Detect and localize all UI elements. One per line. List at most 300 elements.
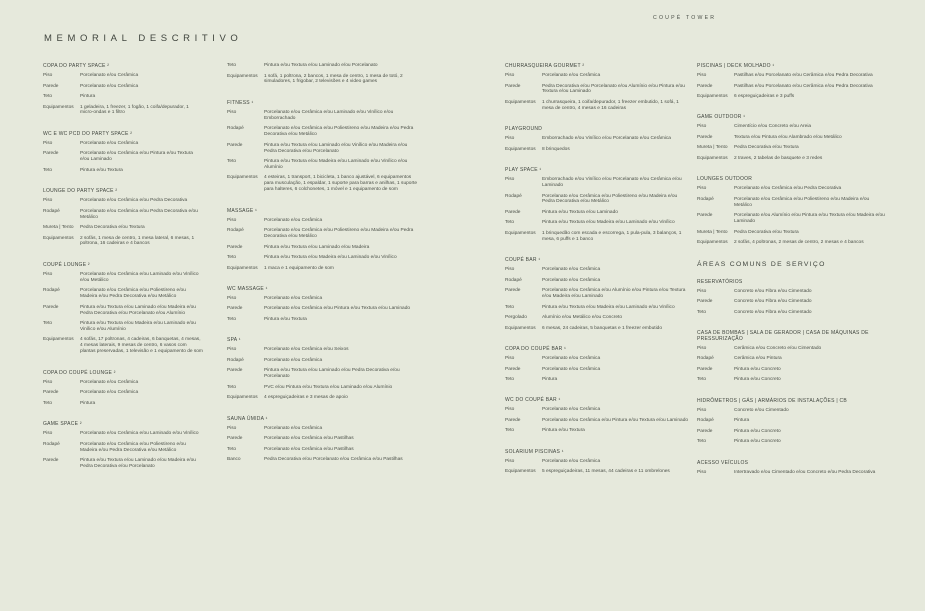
spec-value: 1 brinquedão com escada e escorrega, 1 pula-pula, 3 balanços, 1 mesa, 6 puffs e 1 banco <box>542 230 682 242</box>
spec-row <box>227 110 419 122</box>
spec-row <box>43 321 203 333</box>
spec-row <box>227 395 419 401</box>
spec-row <box>505 469 690 475</box>
spec-value: 2 sofás, 4 poltronas, 2 mesas de centro, 2 mesas e 4 bancos <box>734 240 864 246</box>
spec-label: Parede <box>505 209 521 215</box>
spec-value: Pintura <box>542 377 558 383</box>
spec-label: Piso <box>697 345 707 351</box>
spec-label: Mureta | Tento <box>697 145 728 151</box>
spec-label: Piso <box>697 73 707 78</box>
spec-label: Parede <box>43 304 59 310</box>
spec-row <box>697 356 887 362</box>
spec-label: Piso <box>43 431 53 437</box>
spec-section <box>227 63 419 85</box>
section-title: COPA DO PARTY SPACE ² <box>43 63 110 69</box>
spec-value: Porcelanato e/ou Cerâmica <box>264 217 323 223</box>
spec-row <box>43 458 203 470</box>
spec-label: Parede <box>697 213 713 219</box>
spec-row <box>505 84 690 96</box>
spec-row <box>505 326 690 332</box>
spec-label: Equipamentos <box>697 94 728 99</box>
spec-row <box>697 418 887 424</box>
spec-label: Equipamentos <box>505 230 536 236</box>
spec-row <box>43 151 203 163</box>
spec-label: Rodapé <box>697 418 714 424</box>
spec-label: Parede <box>697 134 713 140</box>
spec-row <box>505 194 690 206</box>
spec-label: Piso <box>697 124 707 130</box>
spec-value: Porcelanato e/ou Cerâmica e/ou Laminado e/ou Vinílico e/ou Metálico <box>80 271 199 283</box>
spec-row <box>697 367 887 373</box>
spec-value: Porcelanato e/ou Cerâmica <box>80 140 139 146</box>
spec-label: Piso <box>43 198 53 204</box>
spec-value: Porcelanato e/ou Cerâmica <box>542 366 601 372</box>
section-title: MASSAGE ¹ <box>227 207 258 214</box>
spec-value: 2 traves, 2 tabelas de basquete e 3 redes <box>734 155 823 161</box>
spec-label: Pergolado <box>505 315 527 321</box>
spec-row <box>697 377 887 383</box>
spec-label: Rodapé <box>227 126 244 132</box>
spec-label: Rodapé <box>227 357 244 363</box>
spec-row <box>505 177 690 189</box>
spec-label: Piso <box>697 288 707 294</box>
spec-label: Equipamentos <box>227 265 258 271</box>
brand-header: COUPÉ TOWER <box>653 15 717 21</box>
spec-label: Rodapé <box>505 193 522 199</box>
spec-row <box>227 296 419 302</box>
spec-row <box>227 426 419 432</box>
spec-section <box>505 63 690 112</box>
spec-value: 6 espreguiçadeiras e 3 puffs <box>734 94 795 99</box>
spec-row <box>227 218 419 224</box>
spec-row <box>697 124 887 130</box>
spec-value: Pastilhas e/ou Porcelanato e/ou Cerâmica e/ou Pedra Decorativa <box>734 73 873 78</box>
spec-value: Pintura e/ou Textura <box>80 167 123 173</box>
spec-row <box>43 84 203 90</box>
spec-label: Equipamentos <box>43 104 74 110</box>
spec-row <box>697 186 887 192</box>
spec-row <box>227 457 419 463</box>
section-title: COPA DO COUPÉ LOUNGE ² <box>43 369 116 376</box>
spec-value: Porcelanato e/ou Cerâmica <box>80 83 139 89</box>
spec-value: Pintura e/ou Textura e/ou Laminado e/ou Madeira <box>264 244 370 250</box>
spec-value: Pastilhas e/ou Porcelanato e/ou Cerâmica e/ou Pedra Decorativa <box>734 83 873 89</box>
spec-row <box>43 105 203 117</box>
spec-label: Teto <box>227 63 237 68</box>
spec-value: 1 sofá, 1 poltrona, 2 bancos, 1 mesa de centro, 1 mesa de totó, 2 simuladores, 1 frigobar, 2 televisões e 4 video games <box>264 73 403 85</box>
spec-label: Piso <box>43 73 53 78</box>
spec-label: Piso <box>697 407 707 413</box>
spec-row <box>505 459 690 465</box>
spec-value: Pintura e/ou Textura <box>542 428 585 434</box>
spec-label: Piso <box>227 425 237 431</box>
spec-label: Parede <box>43 390 59 396</box>
spec-value: Porcelanato e/ou Cerâmica e/ou Poliestireno e/ou Madeira e/ou Pedra Decorativa e/ou Metálico <box>80 441 186 453</box>
spec-label: Piso <box>505 73 515 78</box>
spec-label: Parede <box>697 366 713 372</box>
spec-value: Alumínio e/ou Metálico e/ou Concreto <box>542 315 622 321</box>
spec-value: Pedra Decorativa e/ou Textura <box>734 229 799 235</box>
spec-label: Parede <box>43 83 59 89</box>
section-title: COPA DO COUPÉ BAR ¹ <box>505 346 567 353</box>
spec-value: Porcelanato e/ou Cerâmica e/ou Pintura e/ou Textura e/ou Laminado <box>542 417 689 423</box>
spec-value: Porcelanato e/ou Cerâmica e/ou Poliestireno e/ou Madeira e/ou Pedra Decorativa e/ou Metálico <box>264 126 414 138</box>
spec-label: Teto <box>505 220 515 226</box>
spec-row <box>227 436 419 442</box>
spec-row <box>43 390 203 396</box>
spec-section <box>43 63 203 116</box>
spec-label: Parede <box>505 83 521 89</box>
spec-row <box>43 288 203 300</box>
spec-row <box>697 213 887 225</box>
spec-section <box>43 131 203 174</box>
spec-section <box>227 416 419 463</box>
spec-label: Rodapé <box>43 441 60 447</box>
spec-section <box>505 126 690 152</box>
spec-value: Porcelanato e/ou Cerâmica <box>542 458 601 464</box>
spec-value: Pintura e/ou Textura <box>264 316 307 322</box>
spec-label: Equipamentos <box>697 240 728 246</box>
spec-row <box>227 126 419 138</box>
spec-row <box>227 368 419 380</box>
spec-value: Emborrachado e/ou Vinílico e/ou Porcelanato e/ou Cerâmica <box>542 136 671 142</box>
spec-row <box>505 428 690 434</box>
spec-row <box>227 228 419 240</box>
spec-section <box>227 208 419 272</box>
spec-label: Parede <box>43 151 59 157</box>
spec-value: Pintura e/ou Concreto <box>734 439 781 445</box>
spec-value: Porcelanato e/ou Cerâmica e/ou Pedra Decorativa <box>80 198 188 204</box>
spec-label: Teto <box>43 167 53 173</box>
spec-value: Porcelanato e/ou Cerâmica <box>542 267 601 273</box>
spec-row <box>697 73 887 79</box>
spec-value: 1 maca e 1 equipamento de som <box>264 265 334 271</box>
spec-value: Pintura e/ou Concreto <box>734 428 781 434</box>
spec-value: Porcelanato e/ou Cerâmica <box>80 390 139 396</box>
section-title: FITNESS ¹ <box>227 99 254 106</box>
spec-label: Piso <box>227 347 237 353</box>
spec-value: Pintura e/ou Textura e/ou Madeira e/ou Laminado e/ou Vinílico <box>264 255 397 261</box>
spec-label: Banco <box>227 457 241 463</box>
spec-label: Piso <box>43 140 53 146</box>
spec-row <box>697 230 887 236</box>
spec-row <box>505 278 690 284</box>
spec-label: Rodapé <box>43 288 60 294</box>
spec-label: Piso <box>505 136 515 142</box>
spec-label: Equipamentos <box>505 146 536 152</box>
spec-label: Teto <box>227 384 237 390</box>
spec-value: Porcelanato e/ou Cerâmica <box>542 73 601 78</box>
section-title: SPA ¹ <box>227 337 241 344</box>
spec-value: Porcelanato e/ou Cerâmica <box>264 295 323 301</box>
spec-value: 1 geladeira, 1 freezer, 1 fogão, 1 coifa/depurador, 1 micro-ondas e 1 filtro <box>80 104 189 116</box>
spec-label: Parede <box>227 306 243 312</box>
section-title: ACESSO VEÍCULOS <box>697 459 749 466</box>
spec-section <box>697 63 887 100</box>
spec-value: Porcelanato e/ou Cerâmica <box>80 379 139 385</box>
spec-row <box>697 470 887 476</box>
spec-row <box>505 356 690 362</box>
section-title: COUPÉ LOUNGE ² <box>43 261 90 268</box>
spec-value: 8 brinquedos <box>542 146 570 152</box>
spec-row <box>697 289 887 295</box>
spec-row <box>697 145 887 151</box>
section-title: WC MASSAGE ¹ <box>227 285 268 292</box>
spec-row <box>227 306 419 312</box>
spec-label: Piso <box>227 217 237 223</box>
spec-label: Equipamentos <box>505 469 536 475</box>
spec-row <box>43 225 203 231</box>
spec-value: Pedra Decorativa e/ou Textura <box>80 225 145 231</box>
spec-section <box>505 449 690 475</box>
spec-label: Piso <box>505 177 515 183</box>
spec-label: Teto <box>697 309 707 315</box>
column-4 <box>697 63 887 490</box>
spec-row <box>227 159 419 171</box>
spec-section <box>505 397 690 434</box>
spec-row <box>43 236 203 248</box>
spec-row <box>697 439 887 445</box>
spec-label: Rodapé <box>697 356 714 362</box>
spec-value: Pintura e/ou Concreto <box>734 366 781 372</box>
spec-row <box>505 210 690 216</box>
spec-label: Parede <box>505 417 521 423</box>
spec-section <box>697 176 887 246</box>
spec-label: Teto <box>505 304 515 310</box>
spec-value: Pintura e/ou Textura e/ou Laminado e/ou Porcelanato <box>264 63 378 68</box>
spec-value: PVC e/ou Pintura e/ou Textura e/ou Laminado e/ou Alumínio <box>264 384 393 390</box>
spec-value: Cimentício e/ou Concreto e/ou Areia <box>734 124 812 130</box>
spec-row <box>505 73 690 79</box>
spec-row <box>227 266 419 272</box>
spec-section <box>697 460 887 476</box>
spec-value: Concreto e/ou Fibra e/ou Cimentado <box>734 309 812 315</box>
spec-row <box>227 175 419 193</box>
spec-label: Mureta | Tento <box>43 225 74 231</box>
spec-value: Pintura <box>80 400 96 406</box>
spec-value: Pintura e/ou Textura e/ou Laminado e/ou Vinílico e/ou Madeira e/ou Pedra Decorativa e/ou Porcelanato <box>264 142 408 154</box>
spec-label: Equipamentos <box>227 395 258 401</box>
spec-row <box>505 407 690 413</box>
section-title: PLAYGROUND <box>505 126 543 133</box>
spec-row <box>697 94 887 100</box>
spec-value: 4 espreguiçadeiras e 3 mesas de apoio <box>264 395 348 401</box>
spec-label: Equipamentos <box>697 155 728 161</box>
spec-value: 1 churrasqueira, 1 coifa/depurador, 1 freezer embutido, 1 sofá, 1 mesa de centro, 4 mesas e 16 cadeiras <box>542 99 679 111</box>
section-title: RESERVATÓRIOS <box>697 278 743 285</box>
spec-value: Concreto e/ou Cimentado <box>734 407 789 413</box>
spec-value: Porcelanato e/ou Cerâmica e/ou Poliestireno e/ou Madeira e/ou Metálico <box>734 196 870 208</box>
spec-value: 6 mesas, 24 cadeiras, 5 banquetas e 1 freezer embutido <box>542 325 662 331</box>
spec-value: Porcelanato e/ou Cerâmica e/ou Pedra Decorativa e/ou Metálico <box>80 208 198 220</box>
spec-label: Teto <box>227 159 237 165</box>
spec-value: Porcelanato e/ou Cerâmica e/ou Pedra Decorativa <box>734 186 842 192</box>
section-title: HIDRÔMETROS | GÁS | ARMÁRIOS DE INSTALAÇÕES | CB <box>697 397 847 404</box>
spec-label: Parede <box>505 366 521 372</box>
spec-label: Teto <box>43 94 53 99</box>
spec-row <box>697 408 887 414</box>
spec-value: Pintura <box>80 94 96 99</box>
spec-label: Teto <box>697 377 707 383</box>
spec-value: 2 sofás, 1 mesa de centro, 1 mesa lateral, 6 mesas, 1 poltrona, 16 cadeiras e 4 bancos <box>80 235 195 247</box>
spec-row <box>697 156 887 162</box>
spec-row <box>697 135 887 141</box>
spec-row <box>227 143 419 155</box>
spec-label: Parede <box>227 142 243 148</box>
spec-value: Concreto e/ou Fibra e/ou Cimentado <box>734 288 812 294</box>
section-title: CASA DE BOMBAS | SALA DE GERADOR | CASA DE MÁQUINAS DE PRESSURIZAÇÃO <box>697 329 869 342</box>
section-title: COUPÉ BAR ¹ <box>505 257 541 264</box>
spec-value: Pedra Decorativa e/ou Textura <box>734 145 799 151</box>
spec-value: 4 sofás, 17 poltronas, 4 cadeiras, 6 banquetas, 4 mesas, 4 mesas laterais, 9 mesas de centro, 6 vasos com plantas preservadas, 1 televisão e 1 equipamento de som <box>80 337 203 355</box>
spec-value: Porcelanato e/ou Cerâmica e/ou Poliestireno e/ou Madeira e/ou Pedra Decorativa e/ou Metálico <box>80 288 186 300</box>
spec-value: Cerâmica e/ou Concreto e/ou Cimentado <box>734 345 822 351</box>
spec-row <box>505 100 690 112</box>
spec-section <box>697 330 887 383</box>
spec-row <box>43 305 203 317</box>
spec-label: Piso <box>697 186 707 192</box>
spec-section <box>227 337 419 401</box>
spec-value: Cerâmica e/ou Pintura <box>734 356 782 362</box>
spec-row <box>697 299 887 305</box>
section-title: PISCINAS | DECK MOLHADO ¹ <box>697 63 775 69</box>
spec-value: Porcelanato e/ou Cerâmica <box>264 357 323 363</box>
spec-label: Teto <box>697 439 707 445</box>
spec-row <box>505 136 690 142</box>
spec-row <box>43 442 203 454</box>
spec-value: Pintura e/ou Textura e/ou Laminado e/ou Madeira e/ou Pedra Decorativa e/ou Porcelanato <box>80 458 196 469</box>
spec-label: Teto <box>227 316 237 322</box>
section-title: SAUNA ÚMIDA ¹ <box>227 415 268 422</box>
spec-label: Parede <box>697 83 713 89</box>
spec-value: Porcelanato e/ou Cerâmica <box>264 425 323 431</box>
spec-label: Equipamentos <box>227 175 258 181</box>
spec-value: Pintura <box>734 418 750 424</box>
spec-label: Teto <box>227 446 237 452</box>
spec-row <box>227 385 419 391</box>
page-title: MEMORIAL DESCRITIVO <box>44 33 243 44</box>
spec-label: Piso <box>43 271 53 277</box>
section-title: GAME OUTDOOR ¹ <box>697 114 746 121</box>
spec-label: Parede <box>697 299 713 305</box>
spec-value: Porcelanato e/ou Cerâmica <box>542 356 601 362</box>
spec-row <box>43 401 203 407</box>
spec-label: Teto <box>505 428 515 434</box>
spec-row <box>697 429 887 435</box>
spec-value: Porcelanato e/ou Cerâmica e/ou Pastilhas <box>264 446 354 452</box>
spec-section <box>43 262 203 355</box>
section-title: WC E WC PCD DO PARTY SPACE ² <box>43 130 133 137</box>
section-title: LOUNGE DO PARTY SPACE ² <box>43 188 118 195</box>
spec-row <box>43 337 203 355</box>
spec-value: 4 esteiras, 1 transport, 1 bicicleta, 1 banco ajustável, 6 equipamentos para musculação, 1 espaldar, 1 suporte para barras e anilhas, 1 suporte para halteres, 6 colchonetes, 1 móvel e 1 equipamento de som <box>264 175 418 193</box>
spec-row <box>505 267 690 273</box>
spec-label: Rodapé <box>505 277 522 283</box>
spec-row <box>505 231 690 243</box>
spec-section <box>227 100 419 193</box>
spec-value: Pintura e/ou Textura e/ou Laminado e/ou Madeira e/ou Pedra Decorativa e/ou Porcelanato e/ou Alumínio <box>80 304 196 316</box>
spec-row <box>227 63 419 69</box>
spec-row <box>43 198 203 204</box>
spec-section <box>43 370 203 407</box>
spec-value: Pedra Decorativa e/ou Porcelanato e/ou Alumínio e/ou Pintura e/ou Textura e/ou Laminado <box>542 83 685 95</box>
spec-label: Parede <box>227 244 243 250</box>
spec-value: Emborrachado e/ou Vinílico e/ou Porcelanato e/ou Cerâmica e/ou Laminado <box>542 177 682 189</box>
spec-row <box>505 220 690 226</box>
spec-value: 5 espreguiçadeiras, 11 mesas, 44 cadeiras e 11 ombrelones <box>542 469 670 475</box>
spec-label: Equipamentos <box>43 337 74 343</box>
spec-row <box>505 418 690 424</box>
spec-row <box>505 288 690 300</box>
spec-row <box>227 447 419 453</box>
spec-value: Concreto e/ou Fibra e/ou Cimentado <box>734 299 812 305</box>
spec-label: Teto <box>43 400 53 406</box>
spec-label: Rodapé <box>227 228 244 234</box>
section-title: CHURRASQUEIRA GOURMET ² <box>505 63 585 69</box>
spec-value: Porcelanato e/ou Cerâmica e/ou Poliestireno e/ou Madeira e/ou Pedra Decorativa e/ou Metálico <box>542 193 678 205</box>
spec-label: Equipamentos <box>43 235 74 241</box>
spec-row <box>505 147 690 153</box>
column-1 <box>43 63 203 484</box>
spec-section <box>505 257 690 331</box>
spec-row <box>505 377 690 383</box>
spec-row <box>227 74 419 86</box>
column-2 <box>227 63 419 478</box>
spec-value: Pintura e/ou Textura e/ou Madeira e/ou Laminado e/ou Vinílico e/ou Alumínio <box>264 159 408 170</box>
spec-label: Parede <box>227 436 243 442</box>
spec-value: Intertravado e/ou Cimentado e/ou Concreto e/ou Pedra Decorativa <box>734 469 876 475</box>
spec-value: Pintura e/ou Textura e/ou Laminado <box>542 209 618 215</box>
spec-row <box>505 315 690 321</box>
section-title: SOLARIUM PISCINAS ¹ <box>505 448 564 455</box>
spec-row <box>227 317 419 323</box>
spec-row <box>43 272 203 284</box>
spec-label: Teto <box>227 255 237 261</box>
spec-label: Piso <box>697 469 707 475</box>
spec-row <box>43 209 203 221</box>
spec-row <box>227 347 419 353</box>
spec-label: Equipamentos <box>505 99 536 105</box>
spec-row <box>43 168 203 174</box>
section-title: WC DO COUPÉ BAR ¹ <box>505 397 561 404</box>
spec-value: Porcelanato e/ou Alumínio e/ou Pintura e/ou Textura e/ou Madeira e/ou Laminado <box>734 213 885 225</box>
spec-section <box>697 114 887 161</box>
column-3 <box>505 63 690 490</box>
spec-label: Teto <box>505 377 515 383</box>
spec-label: Parede <box>697 428 713 434</box>
spec-value: Porcelanato e/ou Cerâmica e/ou Pintura e/ou Textura e/ou Laminado <box>80 151 193 163</box>
spec-label: Equipamentos <box>505 325 536 331</box>
service-areas-title: ÁREAS COMUNS DE SERVIÇO <box>697 260 826 268</box>
spec-label: Piso <box>505 458 515 464</box>
spec-value: Pedra Decorativa e/ou Porcelanato e/ou Cerâmica e/ou Pastilhas <box>264 457 403 463</box>
spec-section <box>505 346 690 383</box>
spec-section <box>227 286 419 323</box>
spec-row <box>505 367 690 373</box>
spec-value: Pintura e/ou Textura e/ou Madeira e/ou Laminado e/ou Vinílico e/ou Alumínio <box>80 321 196 332</box>
spec-label: Parede <box>43 458 59 463</box>
spec-label: Rodapé <box>43 208 60 214</box>
spec-row <box>697 310 887 316</box>
spec-row <box>227 245 419 251</box>
spec-value: Pintura e/ou Textura e/ou Laminado e/ou Pedra Decorativa e/ou Porcelanato <box>264 368 400 380</box>
spec-label: Piso <box>43 379 53 385</box>
spec-label: Teto <box>43 321 53 327</box>
spec-value: Porcelanato e/ou Cerâmica e/ou Laminado e/ou Vinílico <box>80 431 199 437</box>
spec-value: Pintura e/ou Textura e/ou Madeira e/ou Laminado e/ou Vinílico <box>542 304 675 310</box>
spec-value: Porcelanato e/ou Cerâmica <box>542 407 601 413</box>
section-title: PLAY SPACE ¹ <box>505 167 542 174</box>
